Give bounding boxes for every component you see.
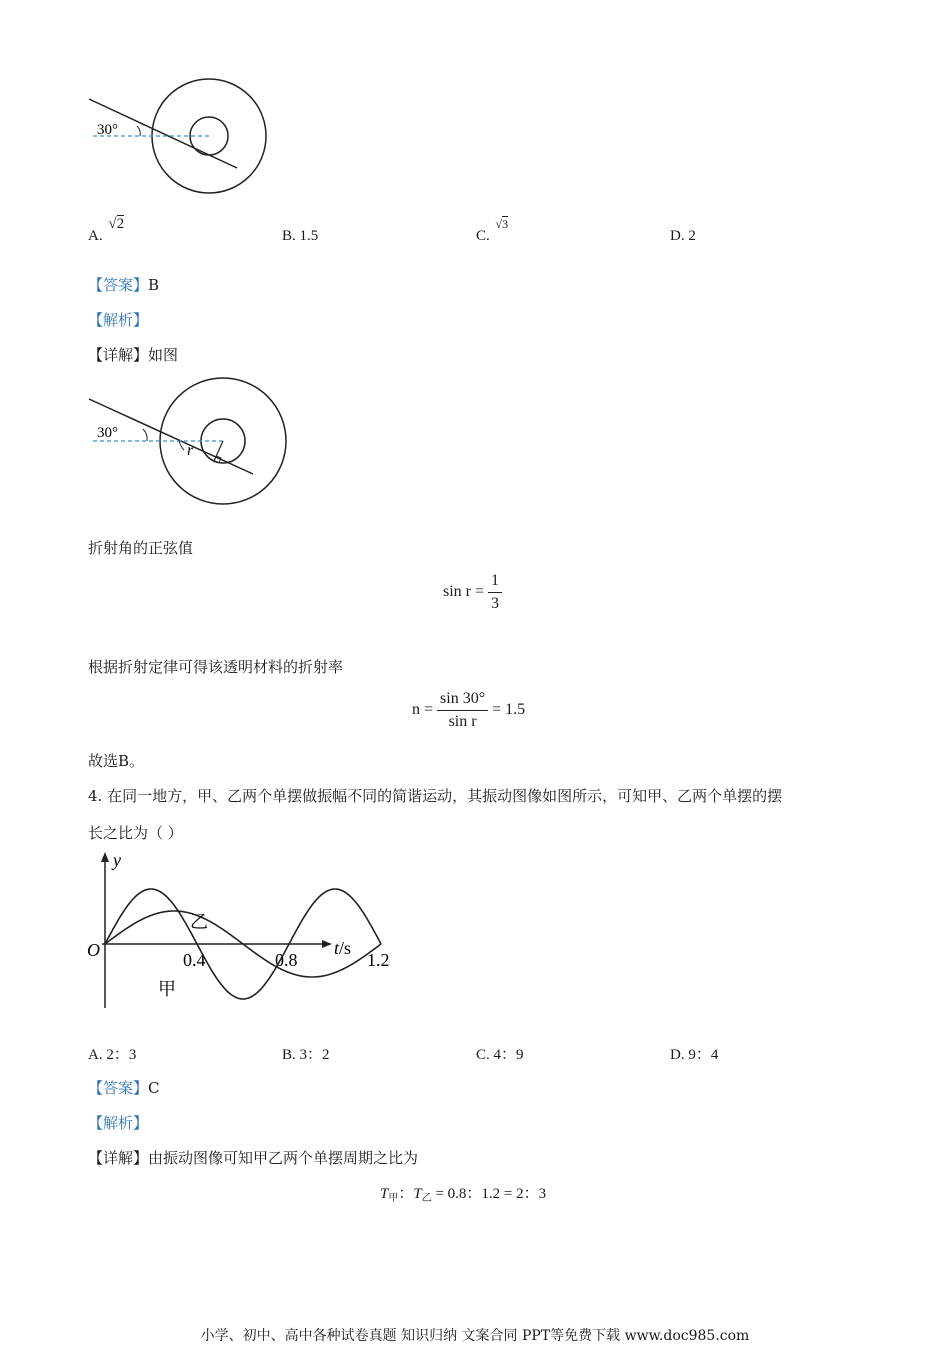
series-label-yi: 乙 (190, 912, 208, 932)
q3-answer (88, 275, 159, 295)
x-tick-label-0: 0.4 (183, 950, 206, 970)
q3-option-a-prefix: A. (88, 228, 103, 244)
q4-option-a: A. 2：3 (88, 1047, 137, 1063)
detail-tag: 【详解】 (88, 1149, 149, 1167)
q4-stem-line-1: 4. 在同一地方，甲、乙两个单摆做振幅不同的简谐运动，其振动图像如图所示，可知甲、乙两个单摆的摆 (88, 787, 783, 805)
period-subscript-2: 乙 (421, 1193, 432, 1204)
answer-tag: 【答案】 (88, 276, 149, 294)
period-subscript-1: 甲 (388, 1193, 399, 1204)
q3-option-b: B. 1.5 (282, 228, 319, 244)
x-axis-label: t/s (334, 938, 352, 958)
eq2-lhs: n = (412, 701, 434, 719)
q3-step2: 根据折射定律可得该透明材料的折射率 (88, 658, 344, 676)
eq1-lhs: sin r = (443, 583, 485, 601)
answer-value: C (148, 1079, 160, 1097)
q4-detail (88, 1148, 418, 1168)
y-axis-label: y (113, 850, 121, 870)
ratio-sep: ： (398, 1186, 414, 1202)
q3-analysis (88, 310, 148, 330)
q4-option-b: B. 3：2 (282, 1047, 330, 1063)
x-tick-label-2: 1.2 (367, 950, 390, 970)
q3-conclusion: 故选B。 (88, 752, 145, 770)
figure-2-refraction-detail (85, 375, 300, 510)
analysis-tag: 【解析】 (88, 1114, 149, 1132)
period-symbol-2: T (413, 1186, 422, 1202)
angle-label: 30° (97, 122, 118, 138)
q3-option-a: A. √2 (88, 216, 125, 244)
eq2-numerator: sin 30° (437, 688, 488, 711)
y-axis-arrow (101, 852, 109, 862)
q4-stem-line-2: 长之比为（ ） (88, 824, 183, 842)
analysis-tag: 【解析】 (88, 311, 149, 329)
origin-label: O (87, 940, 100, 960)
eq2-rhs: = 1.5 (492, 701, 526, 719)
q4-analysis (88, 1113, 148, 1133)
angle-label: 30° (97, 425, 118, 441)
eq1-numerator: 1 (488, 570, 502, 593)
q3-option-a-radicand: 2 (116, 216, 125, 232)
detail-text: 由振动图像可知甲乙两个单摆周期之比为 (148, 1149, 419, 1167)
angle-arc (137, 126, 140, 136)
ratio-rhs: = 0.8：1.2 = 2：3 (431, 1186, 547, 1202)
figure-1-refraction (85, 70, 285, 200)
q4-option-d: D. 9：4 (670, 1047, 719, 1063)
detail-tag: 【详解】 (88, 346, 149, 364)
series-label-jia: 甲 (158, 979, 176, 999)
q4-answer (88, 1078, 160, 1098)
q3-option-c: C. $^{√3}$ (476, 217, 509, 244)
q3-step1: 折射角的正弦值 (88, 539, 194, 557)
q3-option-d: D. 2 (670, 228, 696, 244)
angle-arc-30 (143, 429, 147, 441)
x-tick-label-1: 0.8 (275, 950, 298, 970)
q3-option-c-prefix: C. (476, 228, 490, 244)
eq2-denominator: sin r (448, 713, 477, 730)
q4-equation (380, 1182, 546, 1203)
detail-text: 如图 (148, 346, 179, 364)
answer-value: B (148, 276, 160, 294)
q4-option-c: C. 4：9 (476, 1047, 524, 1063)
q3-detail (88, 345, 178, 365)
q3-equation-1 (443, 570, 502, 615)
x-axis-arrow (322, 940, 332, 948)
footer: 小学、初中、高中各种试卷真题 知识归纳 文案合同 PPT等免费下载 www.doc985.com (200, 1328, 750, 1344)
q3-equation-2 (412, 688, 525, 733)
vibration-graph (80, 848, 390, 1013)
q3-option-c-radicand: 3 (502, 217, 509, 231)
r-label: r (187, 442, 194, 459)
period-symbol-1: T (380, 1186, 389, 1202)
answer-tag: 【答案】 (88, 1079, 149, 1097)
eq1-denominator: 3 (491, 595, 500, 612)
